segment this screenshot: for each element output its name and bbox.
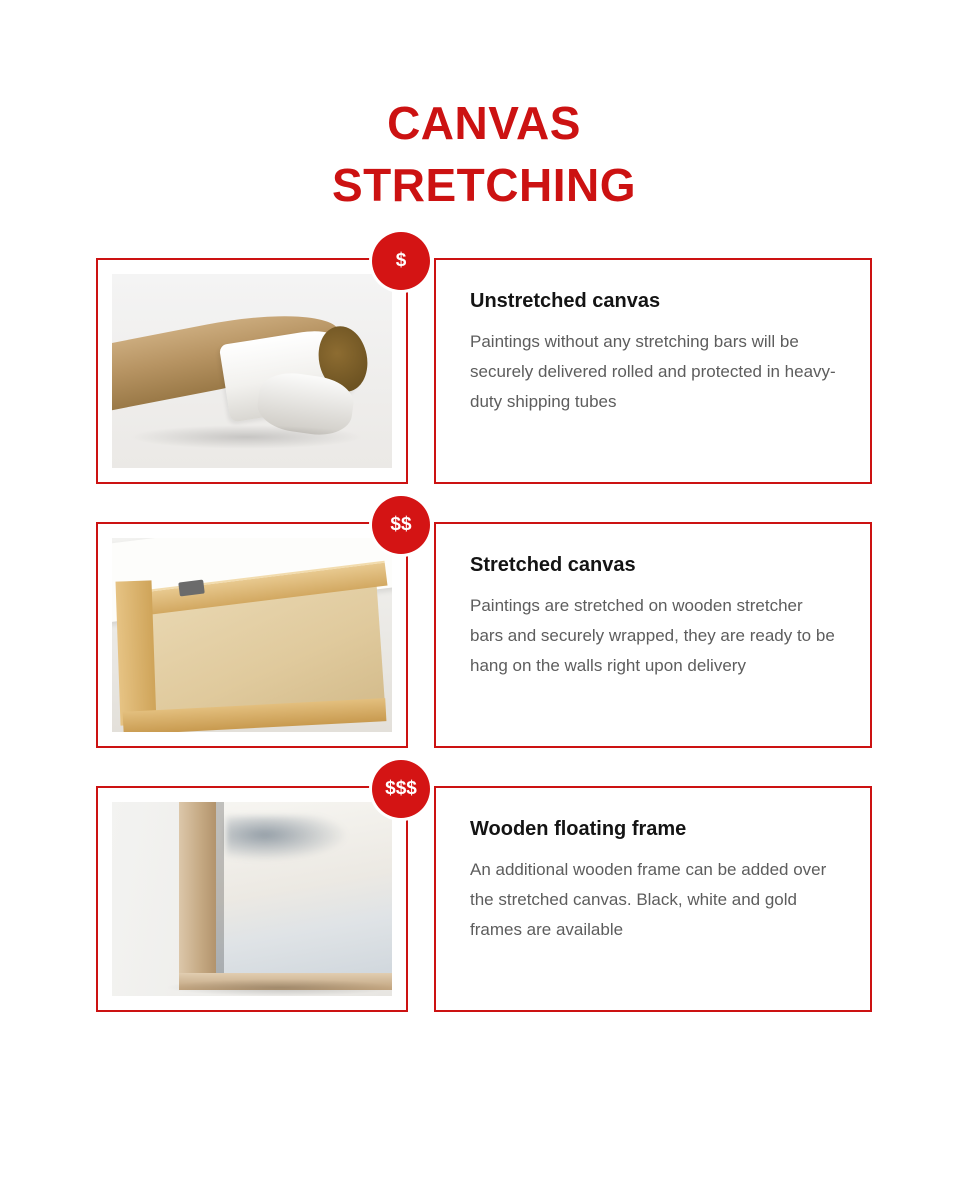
metal-clip-shape <box>178 579 205 596</box>
stretched-canvas-photo <box>112 538 392 732</box>
option-row <box>96 778 872 1012</box>
option-heading: Stretched canvas <box>470 554 636 576</box>
option-heading: Wooden floating frame <box>470 818 687 840</box>
price-badge-three-dollars: $$$ <box>372 760 430 818</box>
option-row <box>96 250 872 484</box>
option-heading: Unstretched canvas <box>470 290 661 312</box>
option-description: Paintings are stretched on wooden stretcher bars and securely wrapped, they are ready to be hang on the walls right upon delivery <box>470 596 835 675</box>
option-list <box>0 250 968 1012</box>
option-row <box>96 514 872 748</box>
option-image-card <box>96 778 417 1012</box>
frame-gap-shadow <box>216 802 224 980</box>
page-title-line-1: CANVAS <box>387 97 581 149</box>
wooden-floating-frame-photo <box>112 802 392 996</box>
option-image-card <box>96 250 408 484</box>
stretcher-bars-illustration <box>112 538 392 732</box>
stretcher-bar-left-shape <box>115 580 156 725</box>
option-image-card <box>96 514 412 748</box>
price-badge-one-dollar: $ <box>372 232 430 290</box>
unstretched-canvas-photo <box>112 274 392 468</box>
page-title <box>0 0 968 216</box>
page-title-line-2: STRETCHING <box>332 159 636 211</box>
photo-shadow <box>168 979 392 996</box>
option-text-card <box>434 786 872 1012</box>
option-description: An additional wooden frame can be added over the stretched canvas. Black, white and gold frames are available <box>470 860 827 939</box>
photo-shadow <box>129 425 364 448</box>
floating-frame-illustration <box>112 802 392 996</box>
option-text-card <box>434 522 872 748</box>
wooden-frame-edge-shape <box>179 802 215 986</box>
artwork-surface-shape <box>207 802 392 980</box>
option-text-card <box>434 258 872 484</box>
option-description: Paintings without any stretching bars will be securely delivered rolled and protected in heavy-duty shipping tubes <box>470 332 836 411</box>
price-badge-two-dollars: $$ <box>372 496 430 554</box>
rolled-canvas-illustration <box>112 274 392 468</box>
